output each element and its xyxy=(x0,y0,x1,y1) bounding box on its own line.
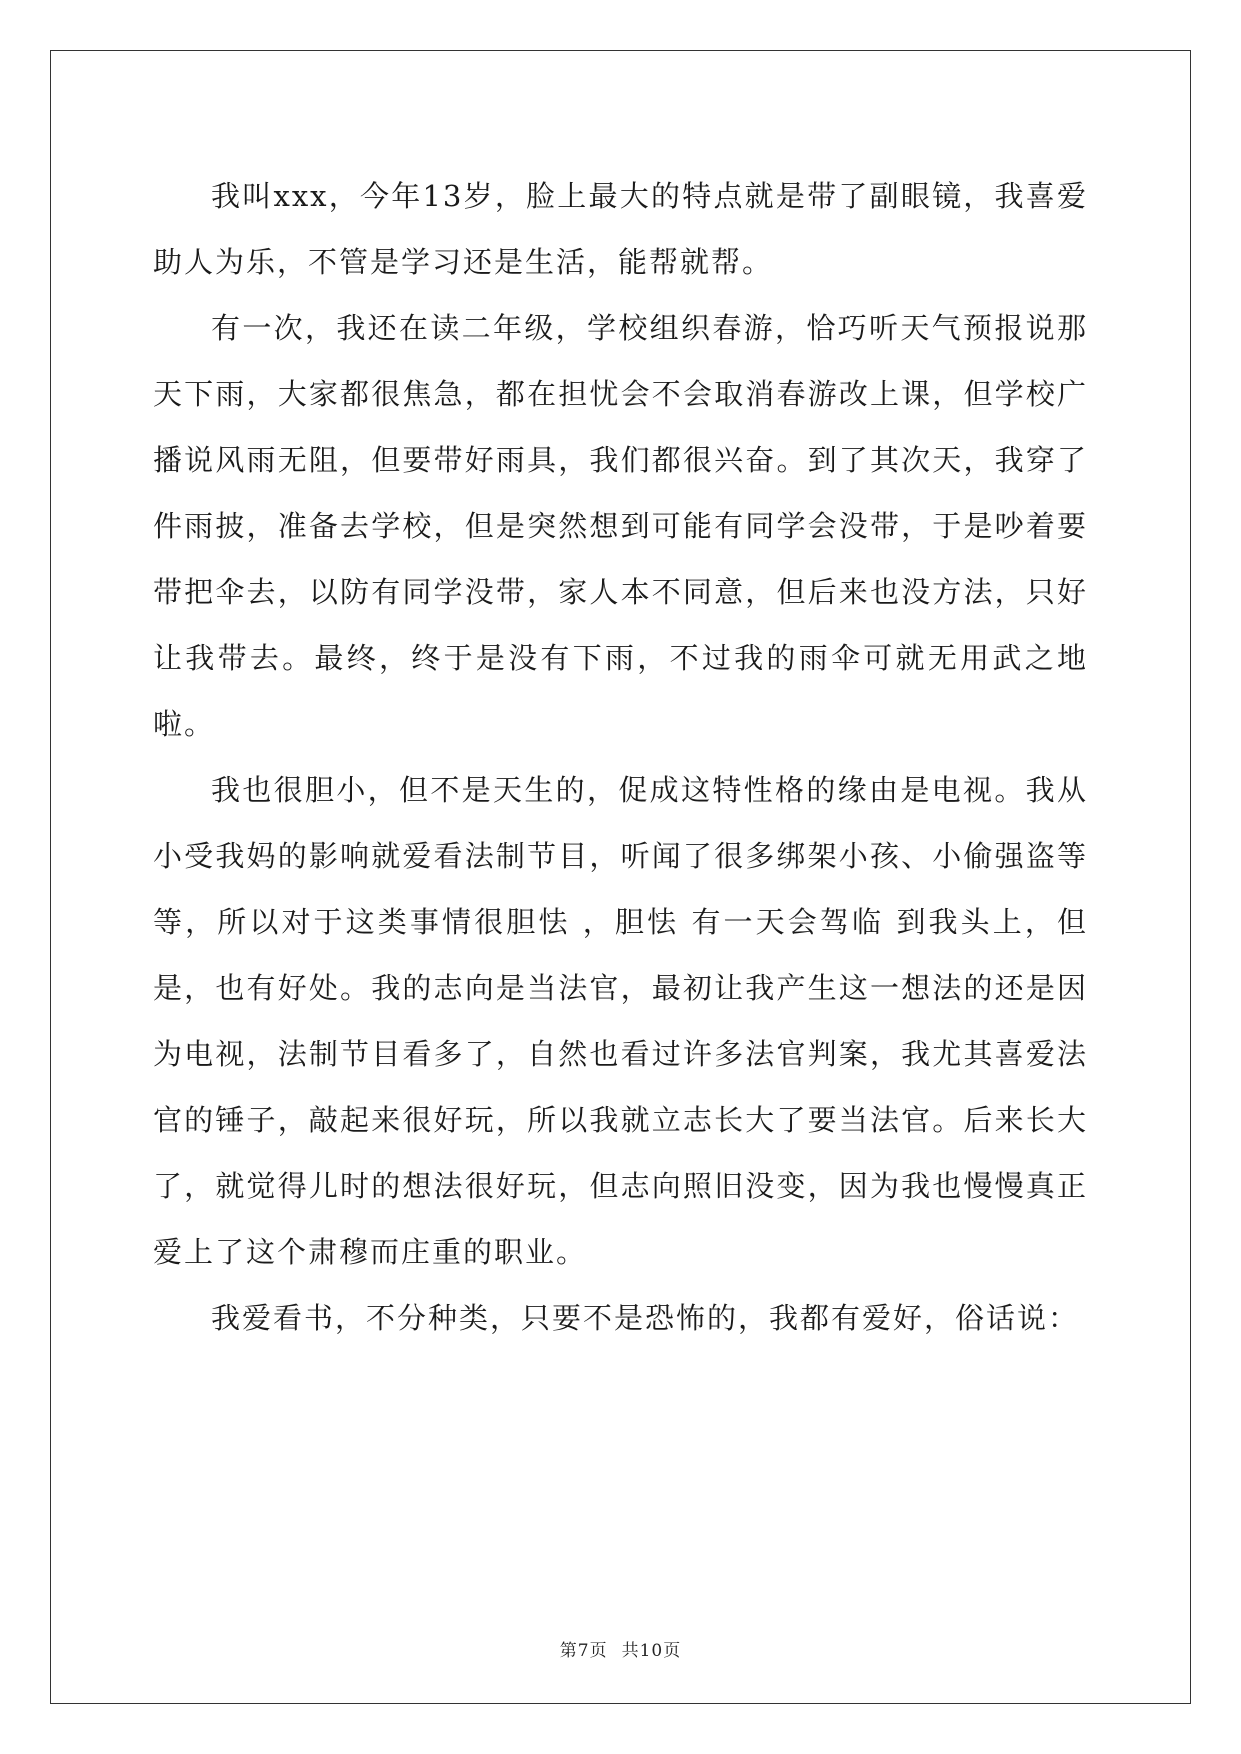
paragraph: 我也很胆小，但不是天生的，促成这特性格的缘由是电视。我从小受我妈的影响就爱看法制节目，听闻了很多绑架小孩、小偷强盗等等，所以对于这类事情很胆怯 ，胆怯 有一天会驾临 到我头上，但是，也有好处。我的志向是当法官，最初让我产生这一想法的还是因为电视，法制节目看多了，自然也看过许多法官判案，我尤其喜爱法官的锤子，敲起来很好玩，所以我就立志长大了要当法官。后来长大了，就觉得儿时的想法很好玩，但志向照旧没变，因为我也慢慢真正爱上了这个肃穆而庄重的职业。 xyxy=(153,773,1088,1269)
page-total: 共10页 xyxy=(621,1641,682,1661)
paragraph: 有一次，我还在读二年级，学校组织春游，恰巧听天气预报说那天下雨，大家都很焦急，都在担忧会不会取消春游改上课，但学校广播说风雨无阻，但要带好雨具，我们都很兴奋。到了其次天，我穿了件雨披，准备去学校，但是突然想到可能有同学会没带，于是吵着要带把伞去，以防有同学没带，家人本不同意，但后来也没方法，只好让我带去。最终，终于是没有下雨，不过我的雨伞可就无用武之地啦。 xyxy=(153,311,1088,741)
page-footer xyxy=(0,1636,1241,1661)
paragraph: 我爱看书，不分种类，只要不是恐怖的，我都有爱好，俗话说： xyxy=(211,1301,1080,1335)
paragraph: 我叫xxx，今年13岁，脸上最大的特点就是带了副眼镜，我喜爱助人为乐，不管是学习还是生活，能帮就帮。 xyxy=(153,179,1088,279)
page-number: 第7页 xyxy=(559,1641,608,1661)
document-body xyxy=(153,163,1088,1351)
